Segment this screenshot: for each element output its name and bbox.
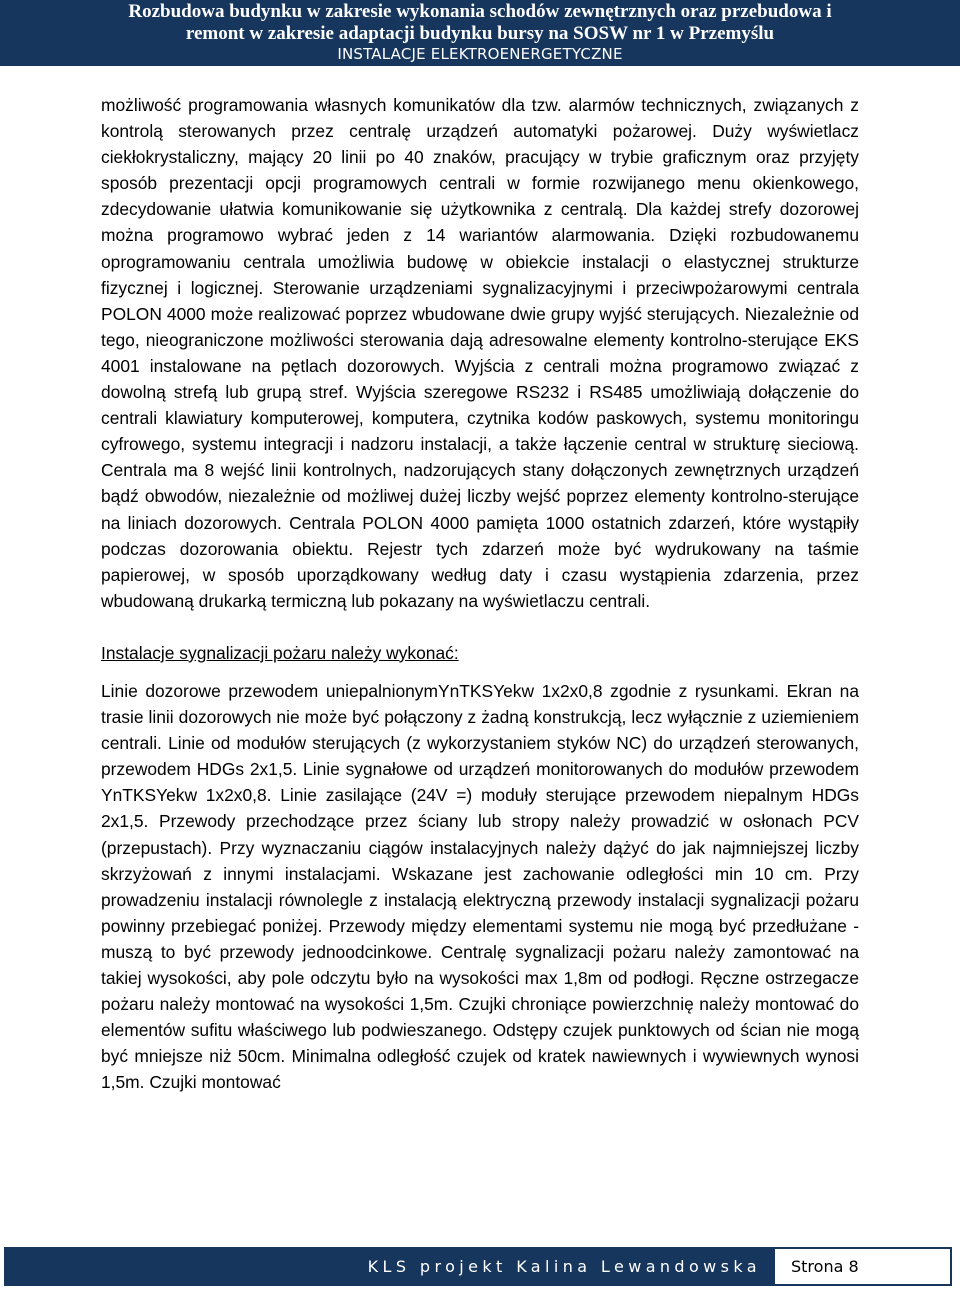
- header-title-line-2: remont w zakresie adaptacji budynku bursy na SOSW nr 1 w Przemyślu: [185, 23, 775, 44]
- paragraph-spacer: [101, 666, 859, 678]
- footer-company: KLS projekt Kalina Lewandowska: [4, 1247, 775, 1286]
- body-paragraph-1: możliwość programowania własnych komunikatów dla tzw. alarmów technicznych, związanych z kontrolą sterowanych przez centralę urządzeń automatyki pożarowej. Duży wyświetlacz ciekłokrystaliczny, mający 20 linii po 40 znaków, pracujący w trybie graficznym oraz przyjęty sposób prezentacji opcji programowych centrali w formie rozwijanego menu okienkowego, zdecydowanie ułatwia komunikowanie się użytkownika z centralą. Dla każdej strefy dozorowej można programowo wybrać jeden z 14 wariantów alarmowania. Dzięki rozbudowanemu oprogramowaniu centrala umożliwia budowę w obiekcie instalacji o elastycznej strukturze fizycznej i logicznej. Sterowanie urządzeniami sygnalizacyjnymi i przeciwpożarowymi centrala POLON 4000 może realizować poprzez wbudowane dwie grupy wyjść sterujących. Niezależnie od tego, nieograniczone możliwości sterowania dają adresowalne elementy kontrolno-sterujące EKS 4001 instalowane na pętlach dozorowych. Wyjścia z centrali można programowo związać z dowolną strefą lub grupą stref. Wyjścia szeregowe RS232 i RS485 umożliwiają dołączenie do centrali klawiatury komputerowej, komputera, czytnika kodów paskowych, systemu monitoringu cyfrowego, systemu integracji i nadzoru instalacji, a także łączenie central w strukturę sieciową. Centrala ma 8 wejść linii kontrolnych, nadzorujących stany dołączonych zewnętrznych urządzeń bądź obwodów, niezależnie od możliwej dużej liczby wejść poprzez elementy kontrolno-sterujące na liniach dozorowych. Centrala POLON 4000 pamięta 1000 ostatnich zdarzeń, które wystąpiły podczas dozorowania obiektu. Rejestr tych zdarzeń może być wydrukowany na taśmie papierowej, w sposób uporządkowany według daty i czasu wystąpienia zdarzenia, przez wbudowaną drukarką termiczną lub pokazany na wyświetlaczu centrali.: [101, 95, 859, 611]
- section-heading: Instalacje sygnalizacji pożaru należy wykonać:: [101, 642, 459, 663]
- document-body: [101, 92, 859, 1095]
- header-subtitle: INSTALACJE ELEKTROENERGETYCZNE: [337, 45, 623, 63]
- body-paragraph-2: Linie dozorowe przewodem uniepalnionymYnTKSYekw 1x2x0,8 zgodnie z rysunkami. Ekran na trasie linii dozorowych nie może być połączony z żadną konstrukcją, lecz wyłącznie z uziemieniem centrali. Linie od modułów sterujących (z wykorzystaniem styków NC) do urządzeń sterowanych, przewodem HDGs 2x1,5. Linie sygnałowe od urządzeń monitorowanych do modułów przewodem YnTKSYekw 1x2x0,8. Linie zasilające (24V =) moduły sterujące przewodem niepalnym HDGs 2x1,5. Przewody przechodzące przez ściany lub stropy należy prowadzić w osłonach PCV (przepustach). Przy wyznaczaniu ciągów instalacyjnych należy dążyć do jak najmniejszej liczby skrzyżowań z innymi instalacjami. Wskazane jest zachowanie odległości min 10 cm. Przy prowadzeniu instalacji równolegle z instalacją elektryczną przewody instalacji sygnalizacji pożaru powinny przebiegać poniżej. Przewody między elementami systemu nie mogą być przedłużane - muszą to być przewody jednoodcinkowe. Centralę sygnalizacji pożaru należy zamontować na takiej wysokości, aby pole odczytu było na wysokości max 1,8m od podłogi. Ręczne ostrzegacze pożaru należy montować na wysokości 1,5m. Czujki chroniące powierzchnię należy montować do elementów sufitu właściwego lub podwieszanego. Odstępy czujek punktowych od ścian nie mogą być mniejsze niż 50cm. Minimalna odległość czujek od kratek nawiewnych i wywiewnych wynosi 1,5m. Czujki montować: [101, 680, 859, 1093]
- page-number: Strona 8: [791, 1257, 859, 1276]
- paragraph-spacer: [101, 614, 859, 640]
- header-title-line-1: Rozbudowa budynku w zakresie wykonania schodów zewnętrznych oraz przebudowa i: [128, 1, 832, 22]
- document-header: [0, 0, 960, 66]
